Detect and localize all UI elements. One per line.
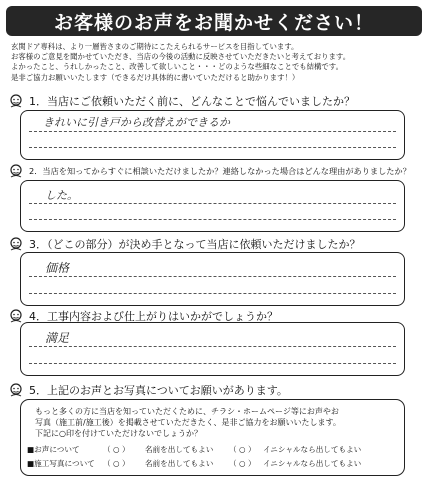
choice-initial-text: イニシャルなら出してもよい xyxy=(263,445,362,454)
choice-name-text: 名前を出してもよい xyxy=(145,445,214,454)
ruled-line xyxy=(29,346,396,347)
ruled-line xyxy=(29,276,396,277)
ruled-line xyxy=(29,147,396,148)
person-icon xyxy=(9,383,23,397)
ruled-line xyxy=(29,203,396,204)
person-icon xyxy=(9,164,23,178)
question-label: 1．当店にご依頼いただく前に、どんなことで悩んでいましたか？ xyxy=(29,95,355,108)
choice-name-text: 名前を出してもよい xyxy=(145,459,214,468)
question-label: 3．（どこの部分）が決め手となって当店に依頼いただけましたか？ xyxy=(29,238,361,251)
answer-box-2[interactable] xyxy=(20,180,405,232)
choice-name-mark[interactable]: （ ○ ） xyxy=(103,445,130,454)
question-label: 2．当店を知ってからすぐに相談いただけましたか？連絡しなかった場合はどんな理由がありましたか？ xyxy=(29,165,411,176)
consent-box xyxy=(20,399,405,476)
row-label: ■お声について xyxy=(27,445,80,454)
answer-box-4[interactable] xyxy=(20,322,405,376)
intro-line: 是非ご協力お願いいたします（できるだけ具体的に書いていただけると助かります！） xyxy=(11,72,300,82)
row-label: ■施工写真について xyxy=(27,459,95,468)
ruled-line xyxy=(29,219,396,220)
consent-text: 写真（施工前/施工後）を掲載させていただきたく、是非ご協力をお願いいたします。 xyxy=(35,418,341,427)
consent-text: 下記に○印を付けていただけないでしょうか？ xyxy=(35,429,202,438)
intro-line: よかったこと、うれしかったこと、改善して欲しいこと・・・どのような些細なことでも結構です。 xyxy=(11,62,343,72)
title-banner xyxy=(6,6,422,36)
handwritten-answer: 満足 xyxy=(45,331,70,345)
choice-initial-mark[interactable]: （ ○ ） xyxy=(229,445,256,454)
handwritten-answer: 価格 xyxy=(45,261,70,275)
question-2 xyxy=(9,164,411,178)
ruled-line xyxy=(29,293,396,294)
handwritten-answer: した。 xyxy=(45,189,78,202)
person-icon xyxy=(9,309,23,323)
question-3 xyxy=(9,236,361,252)
choice-initial-text: イニシャルなら出してもよい xyxy=(263,459,362,468)
answer-box-3[interactable] xyxy=(20,252,405,306)
question-label: 5．上記のお声とお写真についてお願いがあります。 xyxy=(29,384,288,397)
question-5 xyxy=(9,382,288,398)
choice-initial-mark[interactable]: （ ○ ） xyxy=(229,459,256,468)
consent-row-photo xyxy=(27,458,361,469)
choice-name-mark[interactable]: （ ○ ） xyxy=(103,459,130,468)
intro-text xyxy=(11,42,423,83)
consent-row-voice xyxy=(27,444,361,455)
intro-line: お客様のご意見を聞かせていただき、当店の今後の活動に反映させていただきたいと考えております。 xyxy=(11,52,351,62)
person-icon xyxy=(9,237,23,251)
ruled-line xyxy=(29,363,396,364)
handwritten-answer: きれいに引き戸から改替えができるか xyxy=(43,116,230,129)
ruled-line xyxy=(29,131,396,132)
question-1 xyxy=(9,93,355,109)
answer-box-1[interactable] xyxy=(20,110,405,160)
consent-text: もっと多くの方に当店を知っていただくために、チラシ・ホームページ等にお声やお xyxy=(35,407,339,416)
page-title: お客様のお声をお聞かせください！ xyxy=(53,11,374,34)
person-icon xyxy=(9,94,23,108)
question-label: 4．工事内容および仕上がりはいかがでしょうか？ xyxy=(29,310,278,323)
intro-line: 玄関ドア専科は、より一層皆さまのご期待にこたえられるサービスを目指しています。 xyxy=(11,42,299,51)
